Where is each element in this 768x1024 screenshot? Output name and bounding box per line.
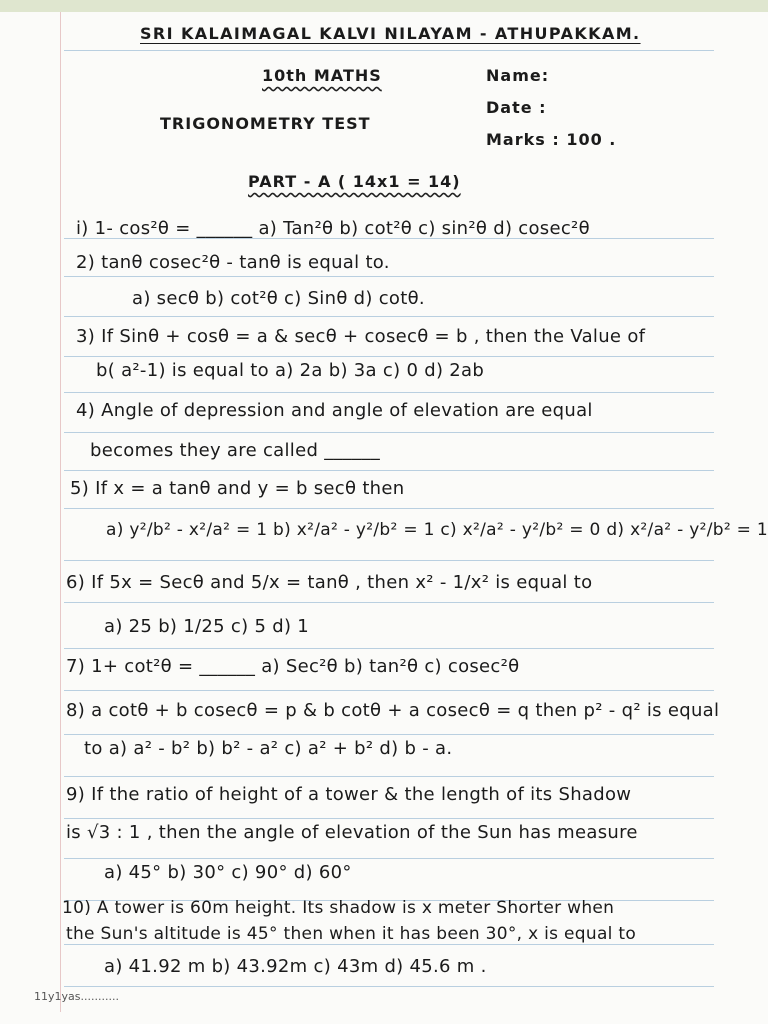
ruled-line: [64, 356, 714, 357]
question-line: 6) If 5x = Secθ and 5/x = tanθ , then x² - 1/x² is equal to: [66, 572, 593, 593]
options-line: a) secθ b) cot²θ c) Sinθ d) cotθ.: [132, 288, 425, 309]
question-line: 4) Angle of depression and angle of elevation are equal: [76, 400, 593, 421]
question-line: 5) If x = a tanθ and y = b secθ then: [70, 478, 405, 499]
ruled-line: [64, 734, 714, 735]
ruled-line: [64, 276, 714, 277]
question-line: 2) tanθ cosec²θ - tanθ is equal to.: [76, 252, 390, 273]
ruled-line: [64, 690, 714, 691]
ruled-line: [64, 50, 714, 51]
date-label: Date :: [486, 98, 547, 117]
ruled-line: [64, 470, 714, 471]
part-a-title: PART - A ( 14x1 = 14): [248, 172, 461, 191]
question-line: 3) If Sinθ + cosθ = a & secθ + cosecθ = b , then the Value of: [76, 326, 646, 347]
ruled-line: [64, 560, 714, 561]
ruled-line: [64, 432, 714, 433]
ruled-line: [64, 944, 714, 945]
class-label: 10th MATHS: [262, 66, 382, 85]
ruled-line: [64, 648, 714, 649]
options-line: a) 41.92 m b) 43.92m c) 43m d) 45.6 m .: [104, 956, 487, 977]
question-line: becomes they are called ______: [90, 440, 381, 461]
question-line: 9) If the ratio of height of a tower & the length of its Shadow: [66, 784, 632, 805]
ruled-line: [64, 316, 714, 317]
page-edge-fragment: 11y1yas...........: [34, 990, 119, 1003]
options-line: to a) a² - b² b) b² - a² c) a² + b² d) b - a.: [84, 738, 453, 759]
options-line: a) 45° b) 30° c) 90° d) 60°: [104, 862, 352, 883]
name-label: Name:: [486, 66, 550, 85]
marks-label: Marks : 100 .: [486, 130, 617, 149]
top-edge-strip: [0, 0, 768, 12]
question-line: 8) a cotθ + b cosecθ = p & b cotθ + a cosecθ = q then p² - q² is equal: [66, 700, 720, 721]
question-line: i) 1- cos²θ = ______ a) Tan²θ b) cot²θ c) sin²θ d) cosec²θ: [76, 218, 590, 239]
options-line: a) 25 b) 1/25 c) 5 d) 1: [104, 616, 310, 637]
ruled-line: [64, 818, 714, 819]
margin-line: [60, 12, 61, 1012]
question-line: is √3 : 1 , then the angle of elevation of the Sun has measure: [66, 822, 638, 843]
question-line: 10) A tower is 60m height. Its shadow is x meter Shorter when: [62, 898, 615, 918]
ruled-line: [64, 392, 714, 393]
ruled-line: [64, 986, 714, 987]
school-name: SRI KALAIMAGAL KALVI NILAYAM - ATHUPAKKAM.: [140, 24, 641, 43]
ruled-line: [64, 858, 714, 859]
question-line: the Sun's altitude is 45° then when it has been 30°, x is equal to: [66, 924, 637, 944]
test-title: TRIGONOMETRY TEST: [160, 114, 371, 133]
question-line: 7) 1+ cot²θ = ______ a) Sec²θ b) tan²θ c) cosec²θ: [66, 656, 520, 677]
ruled-line: [64, 776, 714, 777]
ruled-line: [64, 508, 714, 509]
question-line: b( a²-1) is equal to a) 2a b) 3a c) 0 d) 2ab: [96, 360, 485, 381]
ruled-line: [64, 602, 714, 603]
options-line: a) y²/b² - x²/a² = 1 b) x²/a² - y²/b² = 1 c) x²/a² - y²/b² = 0 d) x²/a² - y²/b² = 1: [106, 520, 768, 540]
